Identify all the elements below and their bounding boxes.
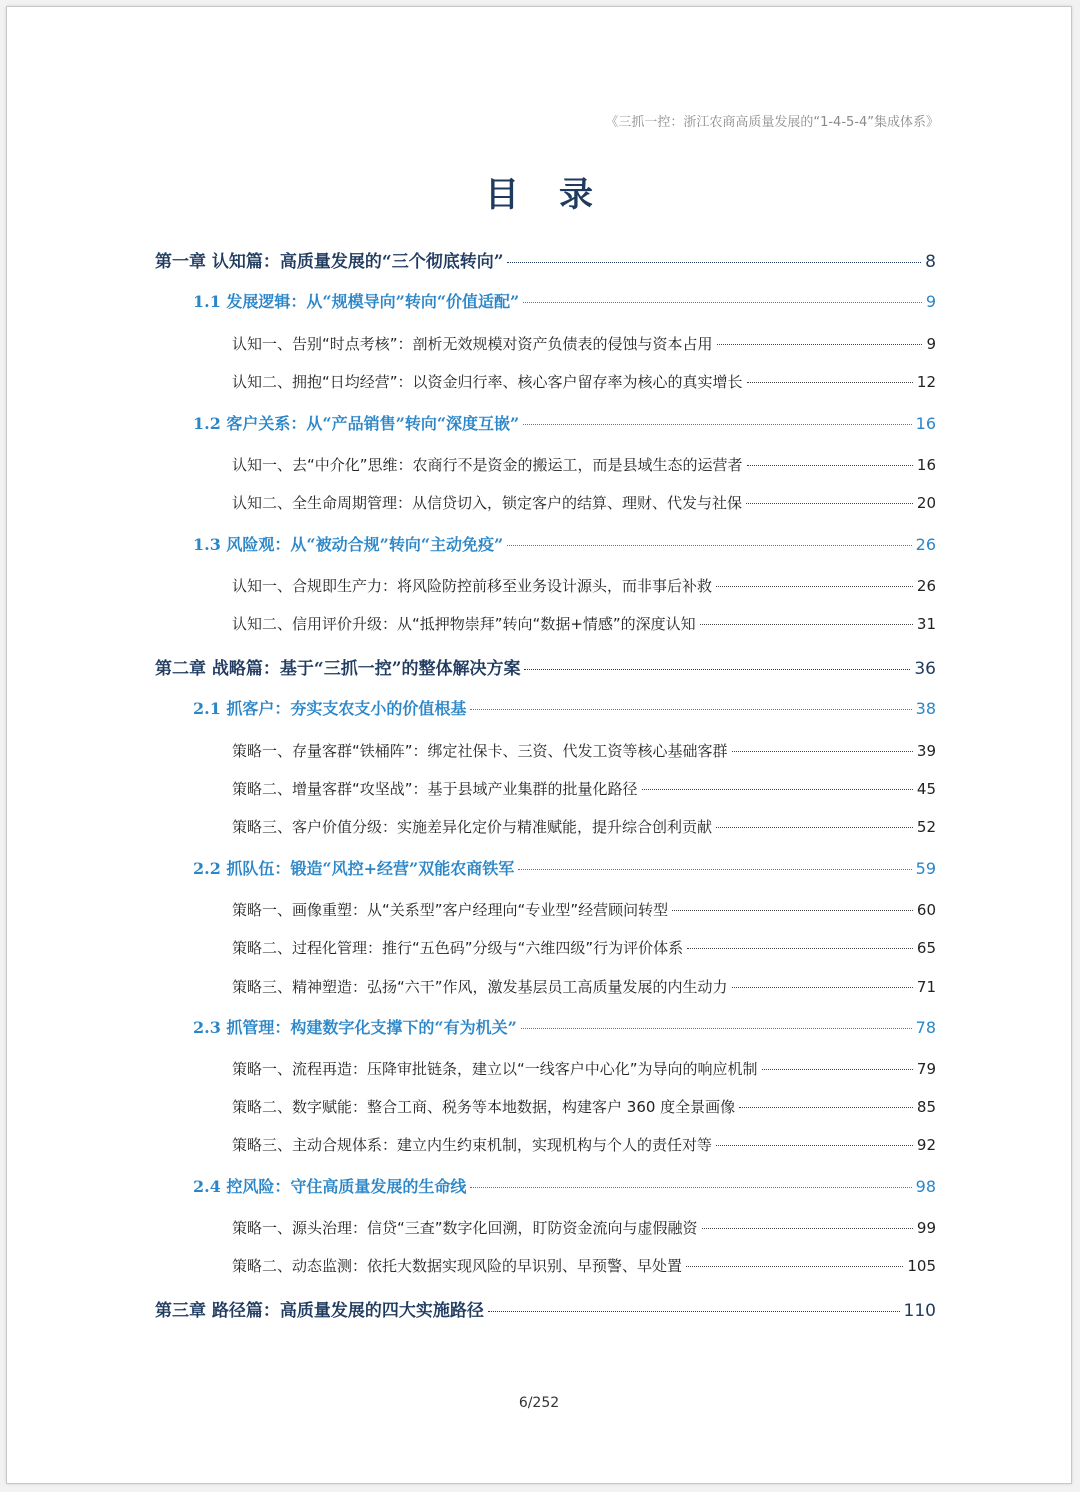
toc-entry-section[interactable]: 2.2 抓队伍：锻造“风控+经营”双能农商铁军 59 (193, 859, 936, 878)
document-page (6, 6, 1072, 1484)
toc-entry-chapter[interactable]: 第三章 路径篇：高质量发展的四大实施路径 110 (155, 1301, 936, 1321)
toc-entry-section[interactable]: 1.2 客户关系：从“产品销售”转向“深度互嵌” 16 (193, 414, 936, 433)
running-header: 《三抓一控：浙江农商高质量发展的“1-4-5-4”集成体系》 (605, 115, 939, 130)
toc-entry-item[interactable]: 策略二、动态监测：依托大数据实现风险的早识别、早预警、早处置 105 (232, 1257, 936, 1275)
toc-entry-item[interactable]: 策略一、源头治理：信贷“三查”数字化回溯，盯防资金流向与虚假融资 99 (232, 1219, 936, 1237)
toc-entry-section[interactable]: 2.4 控风险：守住高质量发展的生命线 98 (193, 1177, 936, 1196)
toc-entry-chapter[interactable]: 第二章 战略篇：基于“三抓一控”的整体解决方案 36 (155, 659, 936, 679)
toc-entry-item[interactable]: 策略一、流程再造：压降审批链条，建立以“一线客户中心化”为导向的响应机制 79 (232, 1060, 936, 1078)
toc-entry-item[interactable]: 策略一、画像重塑：从“关系型”客户经理向“专业型”经营顾问转型 60 (232, 901, 936, 919)
toc-entry-chapter[interactable]: 第一章 认知篇：高质量发展的“三个彻底转向” 8 (155, 252, 936, 272)
toc-entry-item[interactable]: 策略三、精神塑造：弘扬“六干”作风，激发基层员工高质量发展的内生动力 71 (232, 978, 936, 996)
toc-entry-section[interactable]: 1.1 发展逻辑：从“规模导向”转向“价值适配” 9 (193, 292, 936, 311)
toc-entry-item[interactable]: 策略一、存量客群“铁桶阵”：绑定社保卡、三资、代发工资等核心基础客群 39 (232, 742, 936, 760)
toc-entry-item[interactable]: 认知二、信用评价升级：从“抵押物崇拜”转向“数据+情感”的深度认知 31 (232, 615, 936, 633)
toc-entry-item[interactable]: 策略二、过程化管理：推行“五色码”分级与“六维四级”行为评价体系 65 (232, 939, 936, 957)
toc-title: 目录 (485, 175, 633, 215)
toc-entry-item[interactable]: 策略三、客户价值分级：实施差异化定价与精准赋能，提升综合创利贡献 52 (232, 818, 936, 836)
page-number: 6/252 (518, 1395, 560, 1411)
toc-entry-item[interactable]: 认知二、拥抱“日均经营”：以资金归行率、核心客户留存率为核心的真实增长 12 (232, 373, 936, 391)
toc-entry-item[interactable]: 策略二、数字赋能：整合工商、税务等本地数据，构建客户 360 度全景画像 85 (232, 1098, 936, 1116)
toc-entry-item[interactable]: 认知一、合规即生产力：将风险防控前移至业务设计源头，而非事后补救 26 (232, 577, 936, 595)
toc-entry-section[interactable]: 2.3 抓管理：构建数字化支撑下的“有为机关” 78 (193, 1018, 936, 1037)
toc-entry-item[interactable]: 认知二、全生命周期管理：从信贷切入，锁定客户的结算、理财、代发与社保 20 (232, 494, 936, 512)
toc-entry-item[interactable]: 认知一、告别“时点考核”：剖析无效规模对资产负债表的侵蚀与资本占用 9 (232, 335, 936, 353)
toc-entry-item[interactable]: 策略二、增量客群“攻坚战”：基于县域产业集群的批量化路径 45 (232, 780, 936, 798)
toc-entry-section[interactable]: 1.3 风险观：从“被动合规”转向“主动免疫” 26 (193, 535, 936, 554)
toc-entry-item[interactable]: 认知一、去“中介化”思维：农商行不是资金的搬运工，而是县域生态的运营者 16 (232, 456, 936, 474)
toc-entry-section[interactable]: 2.1 抓客户：夯实支农支小的价值根基 38 (193, 699, 936, 718)
toc-entry-item[interactable]: 策略三、主动合规体系：建立内生约束机制，实现机构与个人的责任对等 92 (232, 1136, 936, 1154)
